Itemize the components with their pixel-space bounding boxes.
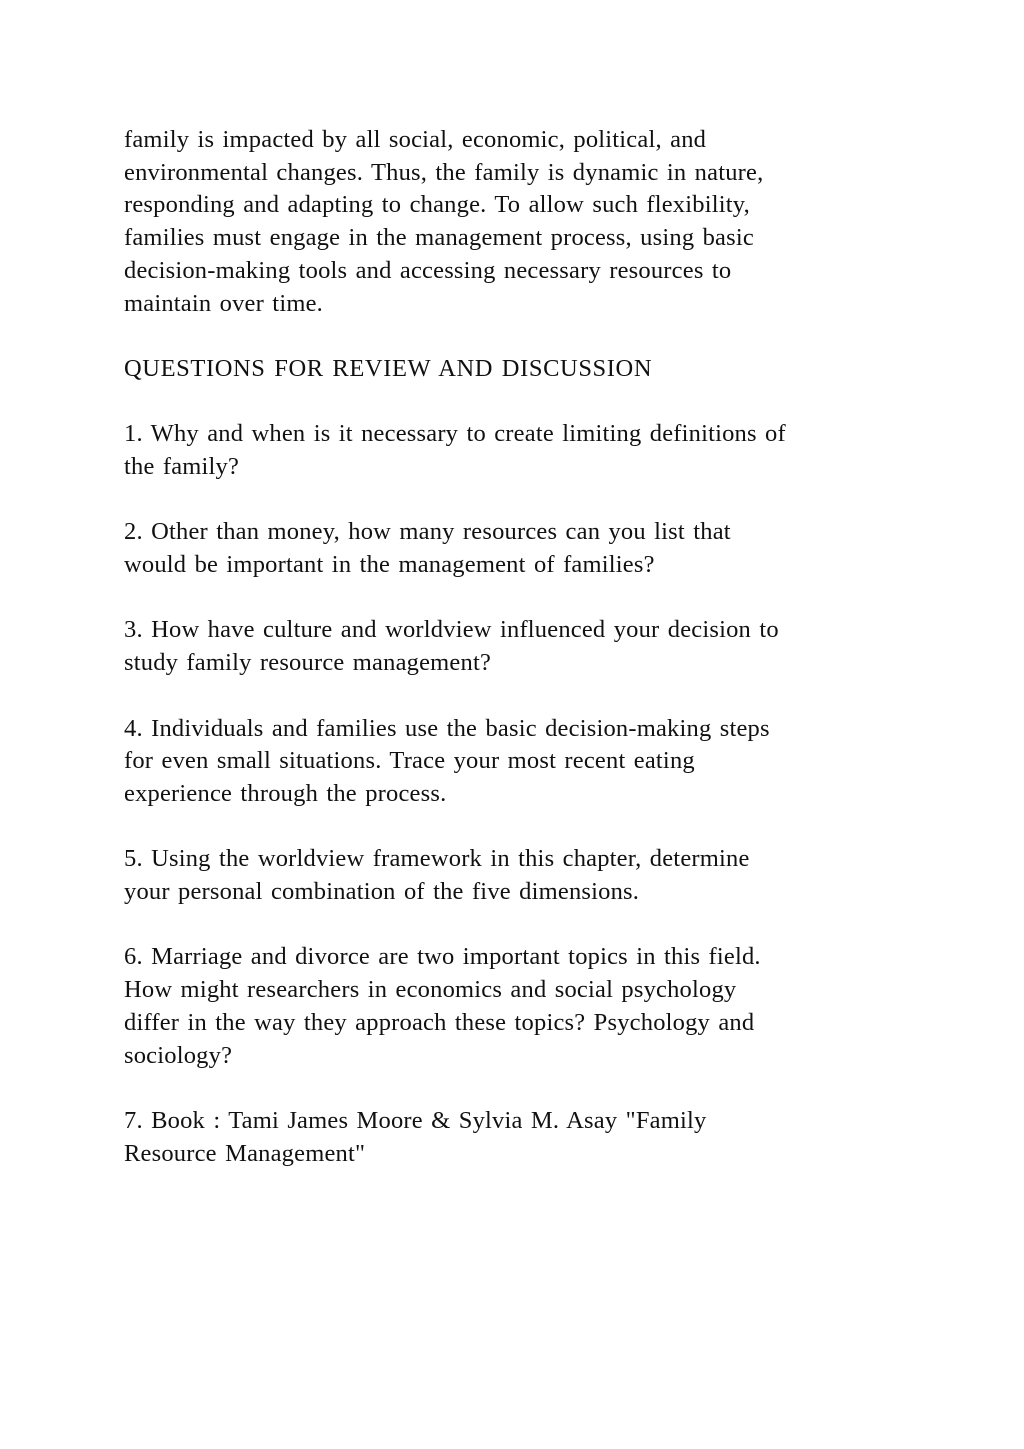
section-heading: QUESTIONS FOR REVIEW AND DISCUSSION [124, 354, 653, 382]
question-line: 1. Why and when is it necessary to create limiting definitions of [124, 420, 786, 448]
question-line: your personal combination of the five dimensions. [124, 878, 640, 906]
document-page [124, 124, 924, 1203]
question-5 [124, 843, 924, 908]
question-line: experience through the process. [124, 779, 447, 807]
question-line: 7. Book : Tami James Moore & Sylvia M. Asay "Family [124, 1106, 707, 1134]
question-line: 3. How have culture and worldview influenced your decision to [124, 616, 779, 644]
question-line: for even small situations. Trace your most recent eating [124, 747, 695, 775]
question-6 [124, 941, 924, 1072]
intro-line: family is impacted by all social, economic, political, and [124, 126, 707, 153]
question-line: would be important in the management of families? [124, 551, 655, 579]
intro-line: responding and adapting to change. To allow such flexibility, [124, 191, 750, 219]
question-line: 5. Using the worldview framework in this chapter, determine [124, 845, 750, 873]
intro-line: environmental changes. Thus, the family is dynamic in nature, [124, 158, 764, 186]
question-7 [124, 1105, 924, 1170]
question-line: 6. Marriage and divorce are two important topics in this field. [124, 943, 761, 971]
question-4 [124, 713, 924, 811]
question-line: 2. Other than money, how many resources can you list that [124, 518, 731, 546]
question-2 [124, 516, 924, 581]
intro-line: decision-making tools and accessing necessary resources to [124, 256, 732, 284]
question-3 [124, 614, 924, 679]
question-line: Resource Management" [124, 1139, 366, 1167]
question-line: sociology? [124, 1041, 233, 1069]
question-line: the family? [124, 453, 240, 480]
intro-line: maintain over time. [124, 289, 323, 317]
question-line: 4. Individuals and families use the basic decision-making steps [124, 714, 770, 742]
question-1 [124, 418, 924, 483]
question-line: study family resource management? [124, 649, 492, 677]
intro-line: families must engage in the management process, using basic [124, 224, 754, 252]
intro-paragraph [124, 124, 924, 320]
question-line: differ in the way they approach these topics? Psychology and [124, 1008, 755, 1036]
question-line: How might researchers in economics and social psychology [124, 976, 737, 1004]
